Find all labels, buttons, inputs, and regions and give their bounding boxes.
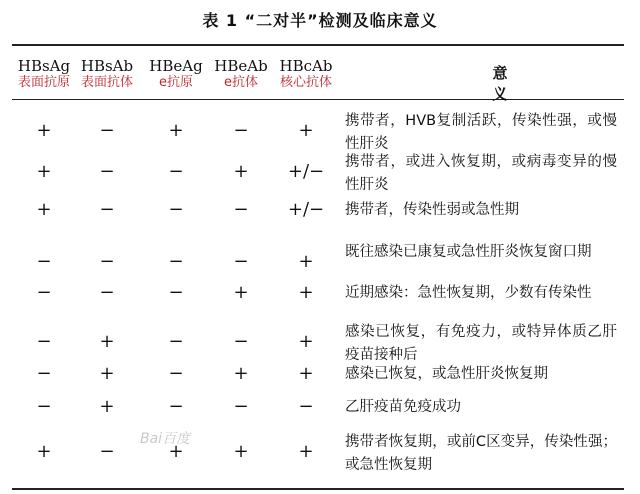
table-cell-sign: + [233,441,249,462]
table-cell-sign: + [233,363,249,384]
table-title: 表 1 “二对半”检测及临床意义 [202,11,438,30]
table-cell-sign: − [99,199,115,220]
column-abbr: HBsAb [80,57,134,75]
table-cell-sign: + [36,441,52,462]
table-cell-sign: + [298,251,314,272]
table-cell-meaning: 携带者，传染性弱或急性期 [345,202,519,218]
table-cell-sign: + [36,199,52,220]
table-cell-sign: − [99,441,115,462]
column-abbr: HBeAb [214,57,268,75]
table-cell-sign: + [99,331,115,352]
table-cell-sign: + [233,161,249,182]
table-cell-sign: − [99,161,115,182]
column-abbr: HBeAg [149,57,203,75]
table-cell-sign: − [168,199,184,220]
table-cell-sign: + [298,363,314,384]
table-cell-sign: − [168,282,184,303]
table-cell-sign: + [298,441,314,462]
table-cell-sign: − [233,251,249,272]
table-cell-sign: − [168,251,184,272]
table-cell-sign: +/− [287,199,325,220]
table-cell-sign: − [36,363,52,384]
table-cell-sign: − [168,396,184,417]
table-cell-sign: − [233,120,249,141]
column-header-1 [73,58,141,90]
table-cell-sign: + [298,282,314,303]
column-header-0 [10,58,78,90]
column-cn-label: e抗原 [159,75,193,90]
table-cell-sign: − [99,120,115,141]
table-cell-sign: − [36,251,52,272]
table-cell-sign: + [99,396,115,417]
table-cell-sign: + [36,161,52,182]
table-cell-sign: + [298,120,314,141]
column-cn-label: e抗体 [224,75,258,90]
baidu-watermark: Bai百度 [140,431,191,447]
table-cell-sign: + [168,120,184,141]
column-cn-label: 核心抗体 [279,75,332,90]
table-cell-sign: + [168,441,184,462]
column-cn-label: 表面抗体 [80,75,133,90]
meaning-header: 意 义 [492,64,556,103]
table-cell-sign: − [233,396,249,417]
table-cell-sign: − [99,282,115,303]
table-cell-sign: − [233,199,249,220]
table-cell-sign: − [168,363,184,384]
column-header-3 [207,58,275,90]
column-header-4 [272,58,340,90]
table-cell-meaning: 携带者，或进入恢复期，或病毒变异的慢性肝炎 [345,154,617,193]
column-cn-label: 表面抗原 [17,75,70,90]
table-cell-meaning: 携带者恢复期，或前C区变异，传染性强；或急性恢复期 [345,434,617,473]
top-rule [12,44,624,46]
table-cell-sign: − [36,282,52,303]
table-cell-sign: + [233,282,249,303]
column-abbr: HBsAg [17,57,71,75]
table-cell-meaning: 既往感染已康复或急性肝炎恢复窗口期 [345,244,592,260]
table-cell-sign: − [298,396,314,417]
table-cell-meaning: 乙肝疫苗免疫成功 [345,399,461,415]
table-cell-sign: + [99,363,115,384]
bottom-rule [12,488,624,490]
column-header-2 [142,58,210,90]
table-cell-sign: − [233,331,249,352]
table-cell-meaning: 感染已恢复，或急性肝炎恢复期 [345,366,548,382]
column-abbr: HBcAb [279,57,333,75]
table-cell-sign: +/− [287,161,325,182]
table-cell-sign: − [36,396,52,417]
table-cell-sign: − [168,331,184,352]
table-cell-meaning: 携带者，HVB复制活跃，传染性强，或慢性肝炎 [345,113,617,152]
table-cell-meaning: 感染已恢复，有免疫力，或特异体质乙肝疫苗接种后 [345,324,617,363]
table-cell-sign: − [99,251,115,272]
table-cell-sign: − [36,331,52,352]
table-cell-sign: + [36,120,52,141]
table-cell-meaning: 近期感染：急性恢复期，少数有传染性 [345,285,592,301]
table-cell-sign: − [168,161,184,182]
table-cell-sign: + [298,331,314,352]
